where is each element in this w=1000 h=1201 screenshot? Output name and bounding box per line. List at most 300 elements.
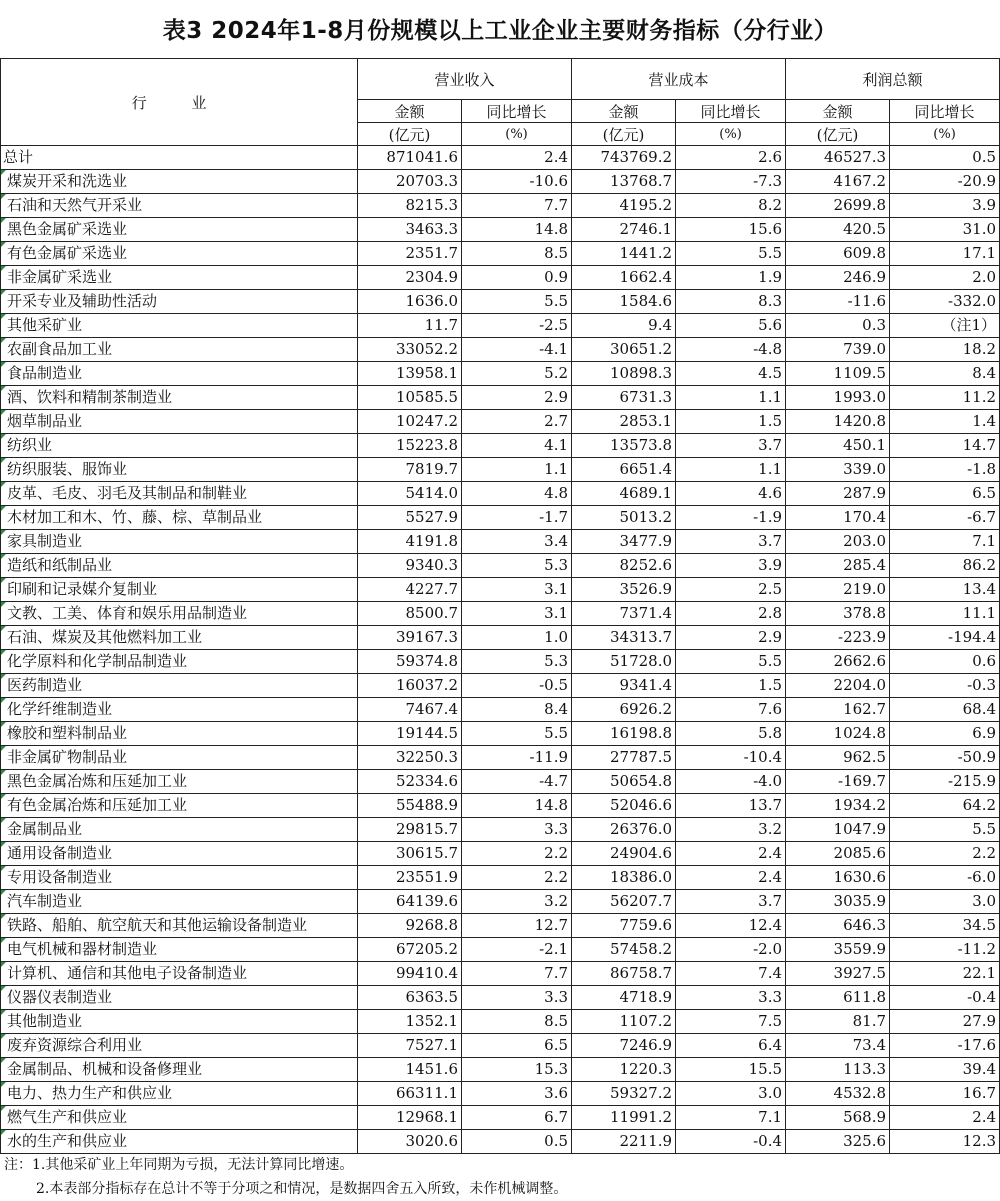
cost-amount-cell: 1441.2 [572,242,676,266]
table-row [1,674,1000,698]
profit-amount-cell: 325.6 [786,1130,890,1154]
amount-unit: (亿元) [572,123,676,146]
cost-growth-cell: 5.5 [676,650,786,674]
cost-growth-cell: 3.7 [676,890,786,914]
profit-growth-cell: 39.4 [890,1058,1000,1082]
revenue-amount-cell: 64139.6 [358,890,462,914]
cost-amount-cell: 6731.3 [572,386,676,410]
revenue-growth-cell: 8.5 [462,242,572,266]
industry-name-cell: 黑色金属矿采选业 [1,218,358,242]
profit-growth-cell: 16.7 [890,1082,1000,1106]
revenue-growth-cell: 2.2 [462,842,572,866]
industry-name-cell: 电力、热力生产和供应业 [1,1082,358,1106]
footnotes [0,1153,1000,1201]
revenue-amount-cell: 9340.3 [358,554,462,578]
cost-growth-cell: 2.5 [676,578,786,602]
table-row [1,1130,1000,1154]
growth-unit: (%) [676,123,786,146]
profit-growth-cell: （注1） [890,314,1000,338]
table-row [1,578,1000,602]
profit-amount-cell: 962.5 [786,746,890,770]
cost-amount-cell: 59327.2 [572,1082,676,1106]
revenue-amount-cell: 7527.1 [358,1034,462,1058]
cost-amount-cell: 8252.6 [572,554,676,578]
industry-name-cell: 酒、饮料和精制茶制造业 [1,386,358,410]
revenue-amount-cell: 871041.6 [358,146,462,170]
profit-amount-cell: 646.3 [786,914,890,938]
revenue-growth-cell: 2.7 [462,410,572,434]
revenue-amount-cell: 1352.1 [358,1010,462,1034]
cost-growth-cell: 2.6 [676,146,786,170]
cost-growth-cell: 1.5 [676,674,786,698]
profit-amount-cell: 219.0 [786,578,890,602]
footnote-1: 注：1.其他采矿业上年同期为亏损，无法计算同比增速。 [4,1157,354,1173]
industry-name-cell: 电气机械和器材制造业 [1,938,358,962]
profit-amount-cell: 1047.9 [786,818,890,842]
industry-name-cell: 开采专业及辅助性活动 [1,290,358,314]
table-body [1,146,1000,1154]
profit-amount-cell: 568.9 [786,1106,890,1130]
table-row [1,170,1000,194]
table-row [1,698,1000,722]
industry-name-cell: 汽车制造业 [1,890,358,914]
revenue-growth-cell: -4.1 [462,338,572,362]
revenue-amount-cell: 13958.1 [358,362,462,386]
profit-growth-cell: 11.1 [890,602,1000,626]
cost-growth-cell: 2.4 [676,842,786,866]
table-row [1,266,1000,290]
revenue-amount-cell: 3020.6 [358,1130,462,1154]
profit-amount-cell: 378.8 [786,602,890,626]
cost-growth-cell: 3.0 [676,1082,786,1106]
revenue-growth-cell: -4.7 [462,770,572,794]
profit-growth-cell: 2.4 [890,1106,1000,1130]
industry-name-cell: 木材加工和木、竹、藤、棕、草制品业 [1,506,358,530]
revenue-amount-cell: 1451.6 [358,1058,462,1082]
profit-growth-cell: 8.4 [890,362,1000,386]
profit-growth-cell: 0.6 [890,650,1000,674]
profit-amount-cell: 73.4 [786,1034,890,1058]
industry-name-cell: 计算机、通信和其他电子设备制造业 [1,962,358,986]
profit-amount-cell: 1993.0 [786,386,890,410]
revenue-amount-cell: 7467.4 [358,698,462,722]
cost-growth-cell: 7.5 [676,1010,786,1034]
profit-growth-cell: 64.2 [890,794,1000,818]
table-row [1,314,1000,338]
cost-growth-cell: 8.2 [676,194,786,218]
industry-name-cell: 废弃资源综合利用业 [1,1034,358,1058]
revenue-growth-cell: 3.3 [462,818,572,842]
profit-amount-cell: 1630.6 [786,866,890,890]
revenue-growth-cell: -2.1 [462,938,572,962]
industry-header: 行 业 [1,59,358,146]
profit-amount-cell: 287.9 [786,482,890,506]
profit-amount-cell: 2204.0 [786,674,890,698]
cost-amount-cell: 13573.8 [572,434,676,458]
cost-amount-cell: 50654.8 [572,770,676,794]
revenue-amount-cell: 1636.0 [358,290,462,314]
revenue-amount-cell: 29815.7 [358,818,462,842]
cost-amount-cell: 24904.6 [572,842,676,866]
revenue-amount-cell: 55488.9 [358,794,462,818]
revenue-amount-cell: 2304.9 [358,266,462,290]
cost-amount-cell: 5013.2 [572,506,676,530]
amount-unit: (亿元) [786,123,890,146]
industry-name-cell: 非金属矿采选业 [1,266,358,290]
footnote-2: 2.本表部分指标存在总计不等于分项之和情况，是数据四舍五入所致，未作机械调整。 [36,1181,568,1197]
cost-growth-cell: 1.5 [676,410,786,434]
cost-amount-cell: 11991.2 [572,1106,676,1130]
table-row [1,506,1000,530]
table-row [1,242,1000,266]
profit-growth-cell: 0.5 [890,146,1000,170]
table-row [1,986,1000,1010]
cost-amount-cell: 10898.3 [572,362,676,386]
table-row [1,770,1000,794]
cost-amount-cell: 27787.5 [572,746,676,770]
cost-growth-cell: 3.9 [676,554,786,578]
revenue-growth-cell: -1.7 [462,506,572,530]
industry-name-cell: 仪器仪表制造业 [1,986,358,1010]
revenue-amount-cell: 11.7 [358,314,462,338]
cost-growth-cell: 15.5 [676,1058,786,1082]
cost-amount-cell: 56207.7 [572,890,676,914]
cost-amount-cell: 26376.0 [572,818,676,842]
cost-growth-cell: -7.3 [676,170,786,194]
industry-name-cell: 有色金属冶炼和压延加工业 [1,794,358,818]
industry-name-cell: 黑色金属冶炼和压延加工业 [1,770,358,794]
profit-growth-cell: -194.4 [890,626,1000,650]
industry-name-cell: 造纸和纸制品业 [1,554,358,578]
industry-name-cell: 金属制品、机械和设备修理业 [1,1058,358,1082]
profit-growth-cell: 68.4 [890,698,1000,722]
cost-growth-cell: 12.4 [676,914,786,938]
profit-amount-cell: 3035.9 [786,890,890,914]
table-title: 表3 2024年1-8月份规模以上工业企业主要财务指标（分行业） [162,17,838,44]
table-row [1,218,1000,242]
profit-growth-cell: 27.9 [890,1010,1000,1034]
revenue-growth-cell: 8.4 [462,698,572,722]
table-row [1,602,1000,626]
profit-amount-cell: 739.0 [786,338,890,362]
revenue-amount-cell: 19144.5 [358,722,462,746]
revenue-growth-cell: -0.5 [462,674,572,698]
table-row [1,1106,1000,1130]
industry-name-cell: 铁路、船舶、航空航天和其他运输设备制造业 [1,914,358,938]
cost-growth-cell: 5.5 [676,242,786,266]
revenue-amount-cell: 23551.9 [358,866,462,890]
profit-amount-cell: 81.7 [786,1010,890,1034]
revenue-growth-cell: 14.8 [462,218,572,242]
revenue-growth-cell: 5.5 [462,290,572,314]
industry-name-cell: 总计 [1,146,358,170]
profit-growth-cell: 7.1 [890,530,1000,554]
profit-amount-cell: 4532.8 [786,1082,890,1106]
revenue-growth-cell: 3.1 [462,578,572,602]
profit-growth-cell: -11.2 [890,938,1000,962]
growth-header: 同比增长 [676,100,786,123]
table-row [1,290,1000,314]
revenue-growth-cell: -10.6 [462,170,572,194]
revenue-growth-cell: 0.5 [462,1130,572,1154]
cost-amount-cell: 57458.2 [572,938,676,962]
revenue-amount-cell: 2351.7 [358,242,462,266]
profit-growth-cell: 31.0 [890,218,1000,242]
industry-name-cell: 其他制造业 [1,1010,358,1034]
revenue-amount-cell: 67205.2 [358,938,462,962]
revenue-growth-cell: 12.7 [462,914,572,938]
cost-amount-cell: 86758.7 [572,962,676,986]
revenue-amount-cell: 3463.3 [358,218,462,242]
profit-amount-cell: 2699.8 [786,194,890,218]
revenue-amount-cell: 66311.1 [358,1082,462,1106]
amount-header: 金额 [358,100,462,123]
profit-growth-cell: 3.0 [890,890,1000,914]
profit-amount-cell: 1109.5 [786,362,890,386]
profit-growth-cell: -6.7 [890,506,1000,530]
cost-amount-cell: 1107.2 [572,1010,676,1034]
table-row [1,1034,1000,1058]
cost-growth-cell: 2.8 [676,602,786,626]
cost-growth-cell: 3.2 [676,818,786,842]
table-row [1,866,1000,890]
cost-growth-cell: 5.6 [676,314,786,338]
cost-header: 营业成本 [572,59,786,100]
industry-name-cell: 石油、煤炭及其他燃料加工业 [1,626,358,650]
revenue-amount-cell: 5414.0 [358,482,462,506]
profit-growth-cell: 6.5 [890,482,1000,506]
revenue-amount-cell: 9268.8 [358,914,462,938]
industry-name-cell: 化学纤维制造业 [1,698,358,722]
profit-growth-cell: 12.3 [890,1130,1000,1154]
profit-growth-cell: 86.2 [890,554,1000,578]
industry-name-cell: 农副食品加工业 [1,338,358,362]
industry-name-cell: 医药制造业 [1,674,358,698]
cost-growth-cell: -0.4 [676,1130,786,1154]
profit-amount-cell: 1420.8 [786,410,890,434]
profit-growth-cell: 13.4 [890,578,1000,602]
cost-amount-cell: 4718.9 [572,986,676,1010]
revenue-growth-cell: 2.9 [462,386,572,410]
cost-amount-cell: 51728.0 [572,650,676,674]
table-row [1,746,1000,770]
table-row [1,722,1000,746]
revenue-amount-cell: 4227.7 [358,578,462,602]
industry-name-cell: 纺织业 [1,434,358,458]
cost-amount-cell: 1662.4 [572,266,676,290]
revenue-header: 营业收入 [358,59,572,100]
profit-amount-cell: 450.1 [786,434,890,458]
profit-growth-cell: 14.7 [890,434,1000,458]
profit-growth-cell: -332.0 [890,290,1000,314]
revenue-amount-cell: 10247.2 [358,410,462,434]
table-row [1,458,1000,482]
industry-name-cell: 其他采矿业 [1,314,358,338]
cost-amount-cell: 7246.9 [572,1034,676,1058]
industry-name-cell: 水的生产和供应业 [1,1130,358,1154]
amount-header: 金额 [572,100,676,123]
amount-unit: (亿元) [358,123,462,146]
cost-amount-cell: 30651.2 [572,338,676,362]
growth-unit: (%) [890,123,1000,146]
industry-name-cell: 有色金属矿采选业 [1,242,358,266]
table-row [1,794,1000,818]
revenue-growth-cell: 5.3 [462,554,572,578]
cost-growth-cell: 8.3 [676,290,786,314]
revenue-growth-cell: 3.6 [462,1082,572,1106]
revenue-growth-cell: 3.4 [462,530,572,554]
revenue-growth-cell: 5.2 [462,362,572,386]
revenue-amount-cell: 15223.8 [358,434,462,458]
table-row [1,650,1000,674]
cost-growth-cell: 3.3 [676,986,786,1010]
cost-amount-cell: 743769.2 [572,146,676,170]
table-row [1,554,1000,578]
profit-amount-cell: 285.4 [786,554,890,578]
table-row [1,530,1000,554]
profit-amount-cell: 1024.8 [786,722,890,746]
growth-header: 同比增长 [462,100,572,123]
table-row [1,914,1000,938]
profit-amount-cell: 611.8 [786,986,890,1010]
profit-growth-cell: 6.9 [890,722,1000,746]
industry-name-cell: 家具制造业 [1,530,358,554]
revenue-amount-cell: 7819.7 [358,458,462,482]
revenue-amount-cell: 16037.2 [358,674,462,698]
industry-name-cell: 纺织服装、服饰业 [1,458,358,482]
profit-amount-cell: 420.5 [786,218,890,242]
cost-growth-cell: 4.5 [676,362,786,386]
revenue-amount-cell: 6363.5 [358,986,462,1010]
profit-growth-cell: 18.2 [890,338,1000,362]
revenue-growth-cell: 14.8 [462,794,572,818]
cost-growth-cell: 2.4 [676,866,786,890]
profit-growth-cell: 17.1 [890,242,1000,266]
cost-growth-cell: 2.9 [676,626,786,650]
revenue-growth-cell: 2.2 [462,866,572,890]
industry-name-cell: 化学原料和化学制品制造业 [1,650,358,674]
table-row [1,1010,1000,1034]
cost-amount-cell: 6651.4 [572,458,676,482]
revenue-growth-cell: 5.3 [462,650,572,674]
cost-amount-cell: 9341.4 [572,674,676,698]
cost-amount-cell: 7759.6 [572,914,676,938]
cost-amount-cell: 4689.1 [572,482,676,506]
cost-amount-cell: 9.4 [572,314,676,338]
revenue-growth-cell: -2.5 [462,314,572,338]
cost-growth-cell: -10.4 [676,746,786,770]
profit-growth-cell: 5.5 [890,818,1000,842]
revenue-growth-cell: 3.2 [462,890,572,914]
profit-amount-cell: -11.6 [786,290,890,314]
profit-amount-cell: 2662.6 [786,650,890,674]
profit-growth-cell: -215.9 [890,770,1000,794]
revenue-growth-cell: 6.5 [462,1034,572,1058]
revenue-amount-cell: 10585.5 [358,386,462,410]
profit-growth-cell: -0.3 [890,674,1000,698]
profit-amount-cell: 4167.2 [786,170,890,194]
industry-name-cell: 金属制品业 [1,818,358,842]
revenue-growth-cell: 0.9 [462,266,572,290]
profit-amount-cell: 0.3 [786,314,890,338]
industry-name-cell: 橡胶和塑料制品业 [1,722,358,746]
profit-growth-cell: -6.0 [890,866,1000,890]
cost-growth-cell: 5.8 [676,722,786,746]
industry-name-cell: 皮革、毛皮、羽毛及其制品和制鞋业 [1,482,358,506]
cost-amount-cell: 16198.8 [572,722,676,746]
revenue-amount-cell: 59374.8 [358,650,462,674]
profit-growth-cell: 1.4 [890,410,1000,434]
profit-amount-cell: 203.0 [786,530,890,554]
cost-amount-cell: 52046.6 [572,794,676,818]
profit-amount-cell: 46527.3 [786,146,890,170]
profit-amount-cell: 113.3 [786,1058,890,1082]
cost-growth-cell: 6.4 [676,1034,786,1058]
revenue-growth-cell: 3.3 [462,986,572,1010]
table-row [1,410,1000,434]
table-row [1,938,1000,962]
table-row [1,890,1000,914]
profit-amount-cell: -169.7 [786,770,890,794]
profit-growth-cell: 2.0 [890,266,1000,290]
revenue-growth-cell: 1.0 [462,626,572,650]
cost-growth-cell: -4.0 [676,770,786,794]
profit-growth-cell: 11.2 [890,386,1000,410]
revenue-growth-cell: 15.3 [462,1058,572,1082]
table-row [1,194,1000,218]
industry-name-cell: 煤炭开采和洗选业 [1,170,358,194]
cost-amount-cell: 34313.7 [572,626,676,650]
growth-header: 同比增长 [890,100,1000,123]
industry-name-cell: 烟草制品业 [1,410,358,434]
table-row [1,362,1000,386]
revenue-amount-cell: 5527.9 [358,506,462,530]
table-row [1,482,1000,506]
industry-name-cell: 石油和天然气开采业 [1,194,358,218]
profit-growth-cell: -0.4 [890,986,1000,1010]
table-row [1,1082,1000,1106]
cost-growth-cell: -2.0 [676,938,786,962]
profit-growth-cell: -20.9 [890,170,1000,194]
financial-indicators-table [0,58,1000,1154]
cost-growth-cell: 3.7 [676,434,786,458]
table-row [1,1058,1000,1082]
revenue-amount-cell: 20703.3 [358,170,462,194]
revenue-amount-cell: 4191.8 [358,530,462,554]
cost-amount-cell: 2211.9 [572,1130,676,1154]
cost-growth-cell: 1.1 [676,386,786,410]
profit-header: 利润总额 [786,59,1000,100]
profit-growth-cell: 34.5 [890,914,1000,938]
revenue-amount-cell: 8500.7 [358,602,462,626]
revenue-growth-cell: 1.1 [462,458,572,482]
industry-name-cell: 印刷和记录媒介复制业 [1,578,358,602]
revenue-amount-cell: 52334.6 [358,770,462,794]
cost-growth-cell: -1.9 [676,506,786,530]
profit-growth-cell: 2.2 [890,842,1000,866]
industry-name-cell: 食品制造业 [1,362,358,386]
cost-growth-cell: 7.6 [676,698,786,722]
revenue-growth-cell: 2.4 [462,146,572,170]
profit-amount-cell: 3927.5 [786,962,890,986]
revenue-growth-cell: 8.5 [462,1010,572,1034]
cost-growth-cell: -4.8 [676,338,786,362]
cost-amount-cell: 3526.9 [572,578,676,602]
revenue-amount-cell: 32250.3 [358,746,462,770]
cost-amount-cell: 13768.7 [572,170,676,194]
profit-amount-cell: 162.7 [786,698,890,722]
cost-growth-cell: 13.7 [676,794,786,818]
